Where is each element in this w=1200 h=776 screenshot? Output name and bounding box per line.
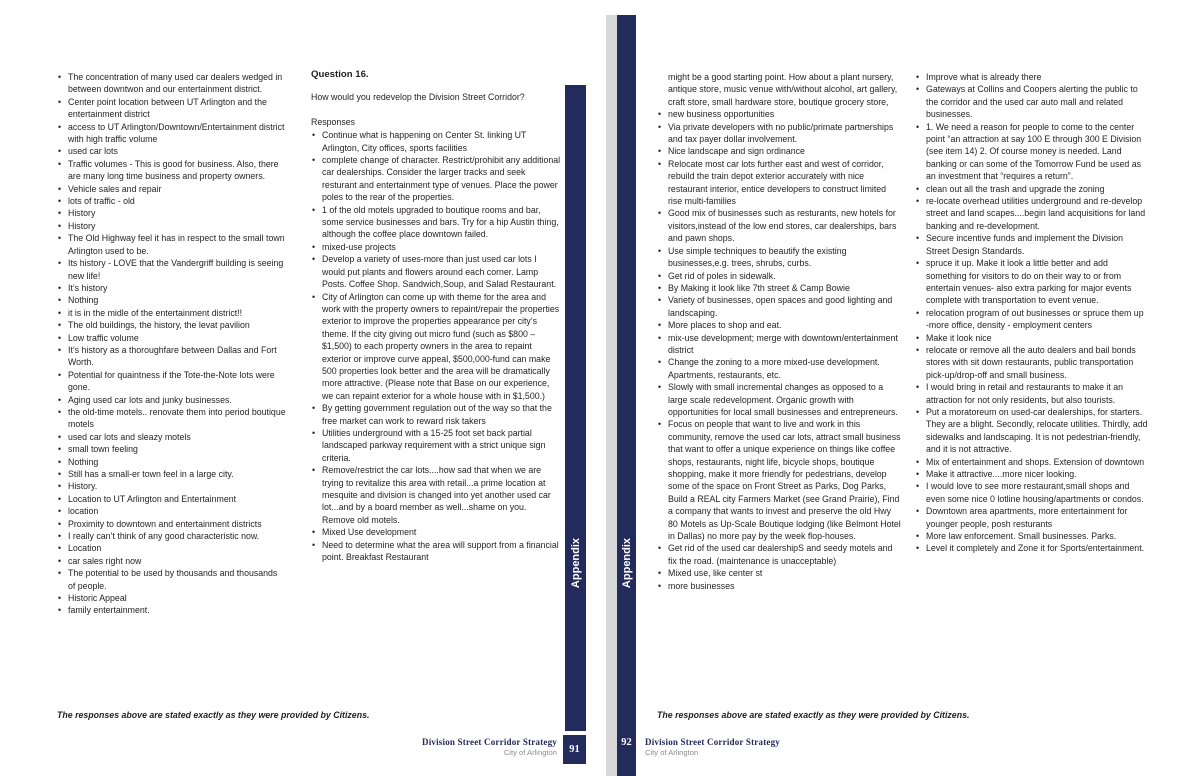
- page91-page-number: 91: [563, 735, 586, 764]
- list-item: • Nothing: [57, 294, 287, 306]
- list-item: • It’s history as a thoroughfare between Dallas and Fort Worth.: [57, 344, 287, 369]
- list-item: • Proximity to downtown and entertainment districts: [57, 518, 287, 530]
- question16-responses-list: [311, 129, 561, 563]
- list-item: • the old-time motels.. renovate them into period boutique motels: [57, 406, 287, 431]
- characteristics-list: [57, 71, 287, 617]
- list-item: • More places to shop and eat.: [657, 319, 902, 331]
- list-item: • Make it look nice: [915, 332, 1148, 344]
- list-item: • Its history - LOVE that the Vandergriff building is seeing new life!: [57, 257, 287, 282]
- question-heading: Question 16.: [311, 69, 369, 80]
- list-item: • access to UT Arlington/Downtown/Entertainment district with high traffic volume: [57, 121, 287, 146]
- page91-appendix-tab: [565, 85, 586, 731]
- list-item: • Develop a variety of uses-more than just used car lots I would put plants and flowers around each corner. Lamp Posts. Coffee Shop. Sandwich,Soup, and Salad Restaurant.: [311, 253, 561, 290]
- list-item: • used car lots and sleazy motels: [57, 431, 287, 443]
- list-item: • Slowly with small incremental changes as opposed to a large scale redevelopment. Organic growth with opportunities for local small businesses and entrepreneurs.: [657, 381, 902, 418]
- response-continuation: might be a good starting point. How about a plant nursery, antique store, music venue with/without alcohol, art gallery, craft store, small hardware store, boutique grocery store,: [668, 72, 898, 107]
- list-item: • I would love to see more restaurant,small shops and even some nice 0 lotline housing/apartments or condos.: [915, 480, 1148, 505]
- list-item: • Gateways at Collins and Coopers alerting the public to the corridor and the used car auto mall and related businesses.: [915, 83, 1148, 120]
- list-item: • Location: [57, 542, 287, 554]
- list-item: • 1. We need a reason for people to come to the center point “an attraction at say 100 E through 300 E Division (see item 14) 2. Of course money is needed. Land banking or can some of the Tomorrow Fund be used as an investment that “requires a return”.: [915, 121, 1148, 183]
- list-item: • Nothing: [57, 456, 287, 468]
- list-item: • used car lots: [57, 145, 287, 157]
- list-item: • it is in the midle of the entertainment district!!: [57, 307, 287, 319]
- list-item: • clean out all the trash and upgrade the zoning: [915, 183, 1148, 195]
- responses-list-col1: [657, 108, 902, 592]
- page92-page-number: 92: [621, 737, 632, 748]
- list-item: • Downtown area apartments, more entertainment for younger people, posh resturants: [915, 505, 1148, 530]
- list-item: • History: [57, 220, 287, 232]
- page91-disclaimer: The responses above are stated exactly as they were provided by Citizens.: [57, 710, 370, 720]
- list-item: • Good mix of businesses such as resturants, new hotels for visitors,instead of the low end stores, car dealerships, bars and pawn shops.: [657, 207, 902, 244]
- list-item: • Secure incentive funds and implement the Division Street Design Standards.: [915, 232, 1148, 257]
- list-item: • The Old Highway feel it has in respect to the small town Arlington used to be.: [57, 232, 287, 257]
- list-item: • Still has a small-er town feel in a large city.: [57, 468, 287, 480]
- list-item: • Get rid of poles in sidewalk.: [657, 270, 902, 282]
- list-item: • car sales right now: [57, 555, 287, 567]
- list-item: • Location to UT Arlington and Entertainment: [57, 493, 287, 505]
- list-item: • Use simple techniques to beautify the existing businesses,e.g. trees, shrubs, curbs.: [657, 245, 902, 270]
- list-item: • new business opportunities: [657, 108, 902, 120]
- list-item: • Mixed use, like center st: [657, 567, 902, 579]
- list-item: • It’s history: [57, 282, 287, 294]
- page92-column-responses-2: [915, 71, 1148, 555]
- list-item: • 1 of the old motels upgraded to boutique rooms and bar, some service businesses and bars. Try for a hip Austin thing, although the coffee place downtown failed.: [311, 204, 561, 241]
- list-item: • History.: [57, 480, 287, 492]
- list-item: • Nice landscape and sign ordinance: [657, 145, 902, 157]
- list-item: • more businesses: [657, 580, 902, 592]
- list-item: • mixed-use projects: [311, 241, 561, 253]
- list-item: • Remove/restrict the car lots....how sad that when we are trying to revitalize this area with retail...a prime location at mesquite and division is changed into yet another used car lot...and by a board member as well...shame on you. Remove old motels.: [311, 464, 561, 526]
- list-item: • location: [57, 505, 287, 517]
- list-item: • Level it completely and Zone it for Sports/entertainment.: [915, 542, 1148, 554]
- list-item: • City of Arlington can come up with theme for the area and work with the property owners to repaint/repair the properties exterior to improve the properties appearance per city’s theme. If the city giving out micro fund (such as $800 – $1,500) to each property owners in the area to repaint exterior or improve curve appeal, $500,000-fund can make 500 properties look better and the area will be dramatically more attractive. (Please note that Base on our experience, we can repaint exterior for a whole house with in $1,500.): [311, 291, 561, 403]
- list-item: • I would bring in retail and restaurants to make it an attraction for not only residents, but also tourists.: [915, 381, 1148, 406]
- page91-column-question: [311, 69, 561, 563]
- question-prompt: How would you redevelop the Division Street Corridor?: [311, 92, 525, 103]
- list-item: • Traffic volumes - This is good for business. Also, there are many long time business and property owners.: [57, 158, 287, 183]
- list-item: • Improve what is already there: [915, 71, 1148, 83]
- page92-appendix-spine: [617, 15, 636, 776]
- page91-column-characteristics: [57, 71, 287, 617]
- list-item: • Get rid of the used car dealershipS and seedy motels and fix the road. (maintenance is unacceptable): [657, 542, 902, 567]
- list-item: • Put a moratoreum on used-car dealerships, for starters. They are a blight. Secondly, relocate utilities. Thirdly, add sidewalks and landscaping. It is not pedestrian-friendly, and it is not attractive.: [915, 406, 1148, 456]
- footer-subtitle: City of Arlington: [645, 748, 699, 757]
- list-item: • Mixed Use development: [311, 526, 561, 538]
- list-item: • family entertainment.: [57, 604, 287, 616]
- list-item: • Continue what is happening on Center St. linking UT Arlington, City offices, sports facilities: [311, 129, 561, 154]
- footer-subtitle: City of Arlington: [503, 748, 557, 757]
- list-item: • More law enforcement. Small businesses. Parks.: [915, 530, 1148, 542]
- list-item: • Vehicle sales and repair: [57, 183, 287, 195]
- page92-column-responses-1: [657, 71, 902, 592]
- page91-footer: [307, 737, 557, 757]
- page-edge-shadow: [606, 15, 617, 776]
- list-item: • small town feeling: [57, 443, 287, 455]
- list-item: • The potential to be used by thousands and thousands of people.: [57, 567, 287, 592]
- list-item: • Focus on people that want to live and work in this community, remove the used car lots, attract small business that want to offer a unique experience on things like coffee shops, restaurants, night life, bicycle shops, boutique shopping, make it more friendly for pedestrians, develop some of the space on Front Street as Parks, Dog Parks, Build a REAL city Farmers Market (see Grand Prairie), Find a company that wants to invest and preserve the old Hwy 80 Motels as Up-Scale Boutique lodging (like Belmont Hotel in Dallas) no more pay by the week flop-houses.: [657, 418, 902, 542]
- list-item: • re-locate overhead utilities underground and re-develop street and land scapes....begin land acquisitions for land banking and re-development.: [915, 195, 1148, 232]
- list-item: • The old buildings, the history, the levat pavilion: [57, 319, 287, 331]
- page92-disclaimer: The responses above are stated exactly as they were provided by Citizens.: [657, 710, 970, 720]
- list-item: • Center point location between UT Arlington and the entertainment district: [57, 96, 287, 121]
- list-item: • Need to determine what the area will support from a financial point. Breakfast Restaurant: [311, 539, 561, 564]
- list-item: • Low traffic volume: [57, 332, 287, 344]
- list-item: • The concentration of many used car dealers wedged in between downtwon and our entertainment district.: [57, 71, 287, 96]
- list-item: • Historic Appeal: [57, 592, 287, 604]
- list-item: • Relocate most car lots further east and west of corridor, rebuild the train depot exterior accurately with nice restaurant interior, entice developers to construct limited rise multi-families: [657, 158, 902, 208]
- list-item: • Mix of entertainment and shops. Extension of downtown: [915, 456, 1148, 468]
- list-item: • relocation program of out businesses or spruce them up -more office, density - employment centers: [915, 307, 1148, 332]
- list-item: • mix-use development; merge with downtown/entertainment district: [657, 332, 902, 357]
- footer-title: Division Street Corridor Strategy: [645, 737, 780, 747]
- list-item: • By Making it look like 7th street & Camp Bowie: [657, 282, 902, 294]
- list-item: • Change the zoning to a more mixed-use development. Apartments, restaurants, etc.: [657, 356, 902, 381]
- list-item: • By getting government regulation out of the way so that the free market can work to reward risk takers: [311, 402, 561, 427]
- responses-label: Responses: [311, 116, 356, 127]
- appendix-tab-label: Appendix: [569, 537, 582, 589]
- list-item: • I really can’t think of any good characteristic now.: [57, 530, 287, 542]
- list-item: • Make it attractive....more nicer looking.: [915, 468, 1148, 480]
- appendix-tab-label: Appendix: [620, 537, 633, 589]
- list-item: • Potential for quaintness if the Tote-the-Note lots were gone.: [57, 369, 287, 394]
- list-item: • Via private developers with no public/primate partnerships and tax payer dollar involvement.: [657, 121, 902, 146]
- list-item: • spruce it up. Make it look a little better and add something for visitors to do on their way to or from entertain venues- also extra parking for major events complete with transportation to event venue.: [915, 257, 1148, 307]
- list-item: • lots of traffic - old: [57, 195, 287, 207]
- list-item: • Utilities underground with a 15-25 foot set back partial landscaped parkway requirement with a strict unique sign criteria.: [311, 427, 561, 464]
- responses-list-col2: [915, 71, 1148, 555]
- footer-title: Division Street Corridor Strategy: [422, 737, 557, 747]
- list-item: • Aging used car lots and junky businesses.: [57, 394, 287, 406]
- list-item: • Variety of businesses, open spaces and good lighting and landscaping.: [657, 294, 902, 319]
- list-item: • complete change of character. Restrict/prohibit any additional car dealerships. Consider the larger tracks and seek resturant and entertainment type of venues. Place the power poles to the rear of the properties.: [311, 154, 561, 204]
- page92-footer: [645, 737, 895, 757]
- list-item: • relocate or remove all the auto dealers and bail bonds stores with sit down restaurants, public transportation pick-up/drop-off and small business.: [915, 344, 1148, 381]
- list-item: • History: [57, 207, 287, 219]
